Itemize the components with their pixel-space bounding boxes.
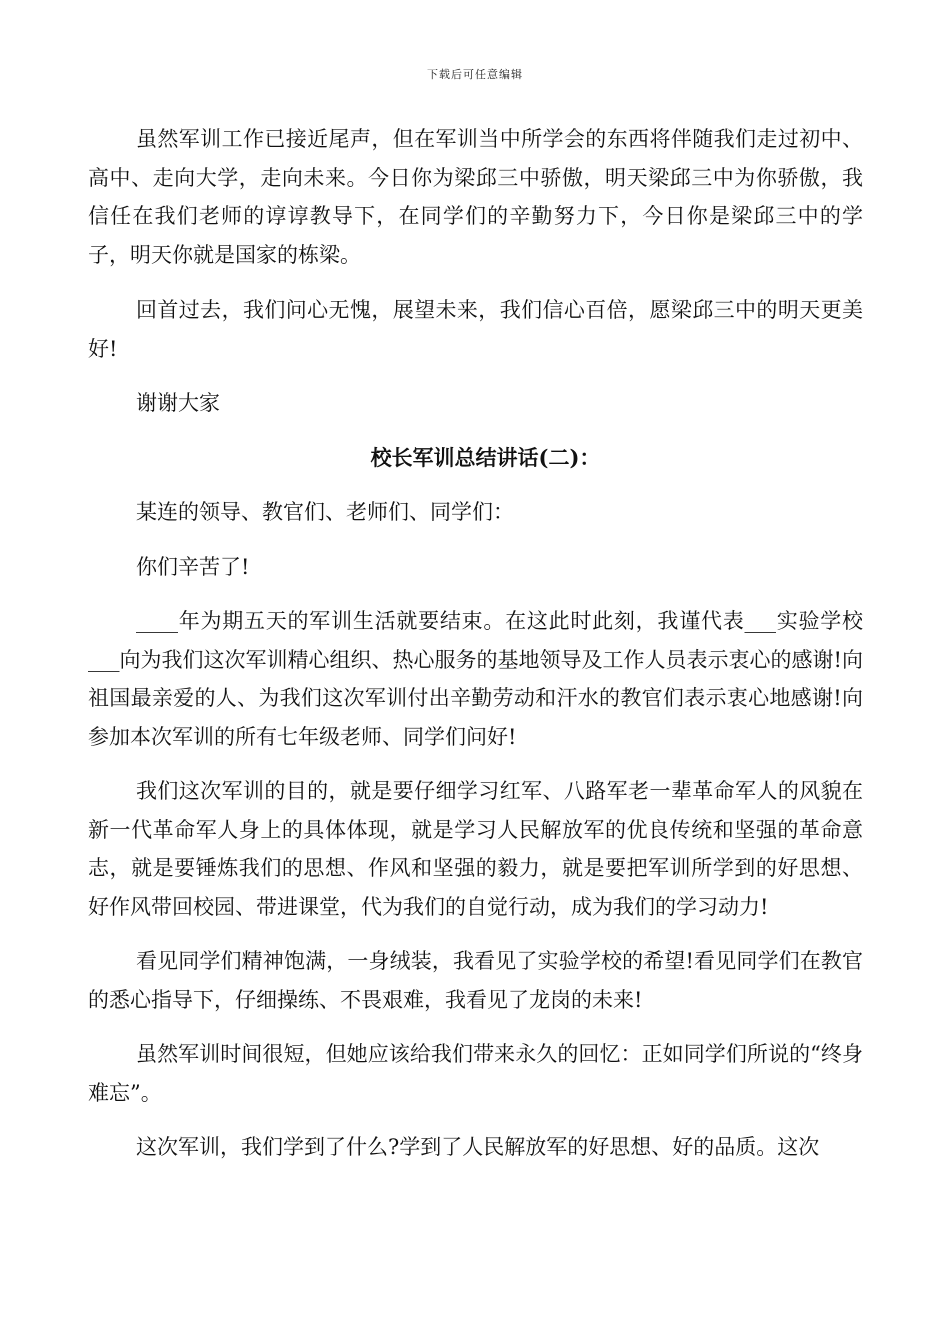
salutation: 某连的领导、教官们、老师们、同学们： <box>136 500 514 524</box>
paragraph: 虽然军训时间很短，但她应该给我们带来永久的回忆：正如同学们所说的“终身难忘”。 <box>88 1042 863 1105</box>
paragraph: 你们辛苦了! <box>136 554 250 579</box>
paragraph: 我们这次军训的目的，就是要仔细学习红军、八路军老一辈革命军人的风貌在新一代革命军人身上的具体体现，就是学习人民解放军的优良传统和坚强的革命意志，就是要锤炼我们的思想、作风和坚强的毅力，就是要把军训所学到的好思想、好作风带回校园、带进课堂，代为我们的自觉行动，成为我们的学习动力! <box>88 779 863 919</box>
paragraph: 看见同学们精神饱满，一身绒装，我看见了实验学校的希望!看见同学们在教官的悉心指导下，仔细操练、不畏艰难，我看见了龙岗的未来! <box>88 949 863 1012</box>
paragraph: 回首过去，我们问心无愧，展望未来，我们信心百倍，愿梁邱三中的明天更美好! <box>88 298 863 361</box>
section-title: 校长军训总结讲话(二)： <box>370 444 601 470</box>
paragraph: ____年为期五天的军训生活就要结束。在这此时此刻，我谨代表___实验学校___向为我们这次军训精心组织、热心服务的基地领导及工作人员表示衷心的感谢!向祖国最亲爱的人、为我们这次军训付出辛勤劳动和汗水的教官们表示衷心地感谢!向参加本次军训的所有七年级老师、同学们问好! <box>88 609 863 749</box>
document-body <box>88 120 863 1183</box>
page-header-note: 下载后可任意编辑 <box>427 68 523 81</box>
paragraph: 这次军训，我们学到了什么?学到了人民解放军的好思想、好的品质。这次 <box>136 1135 820 1159</box>
paragraph: 虽然军训工作已接近尾声，但在军训当中所学会的东西将伴随我们走过初中、高中、走向大学，走向未来。今日你为梁邱三中骄傲，明天梁邱三中为你骄傲，我信任在我们老师的谆谆教导下，在同学们的辛勤努力下，今日你是梁邱三中的学子，明天你就是国家的栋梁。 <box>88 127 863 267</box>
closing-line: 谢谢大家 <box>136 391 220 415</box>
